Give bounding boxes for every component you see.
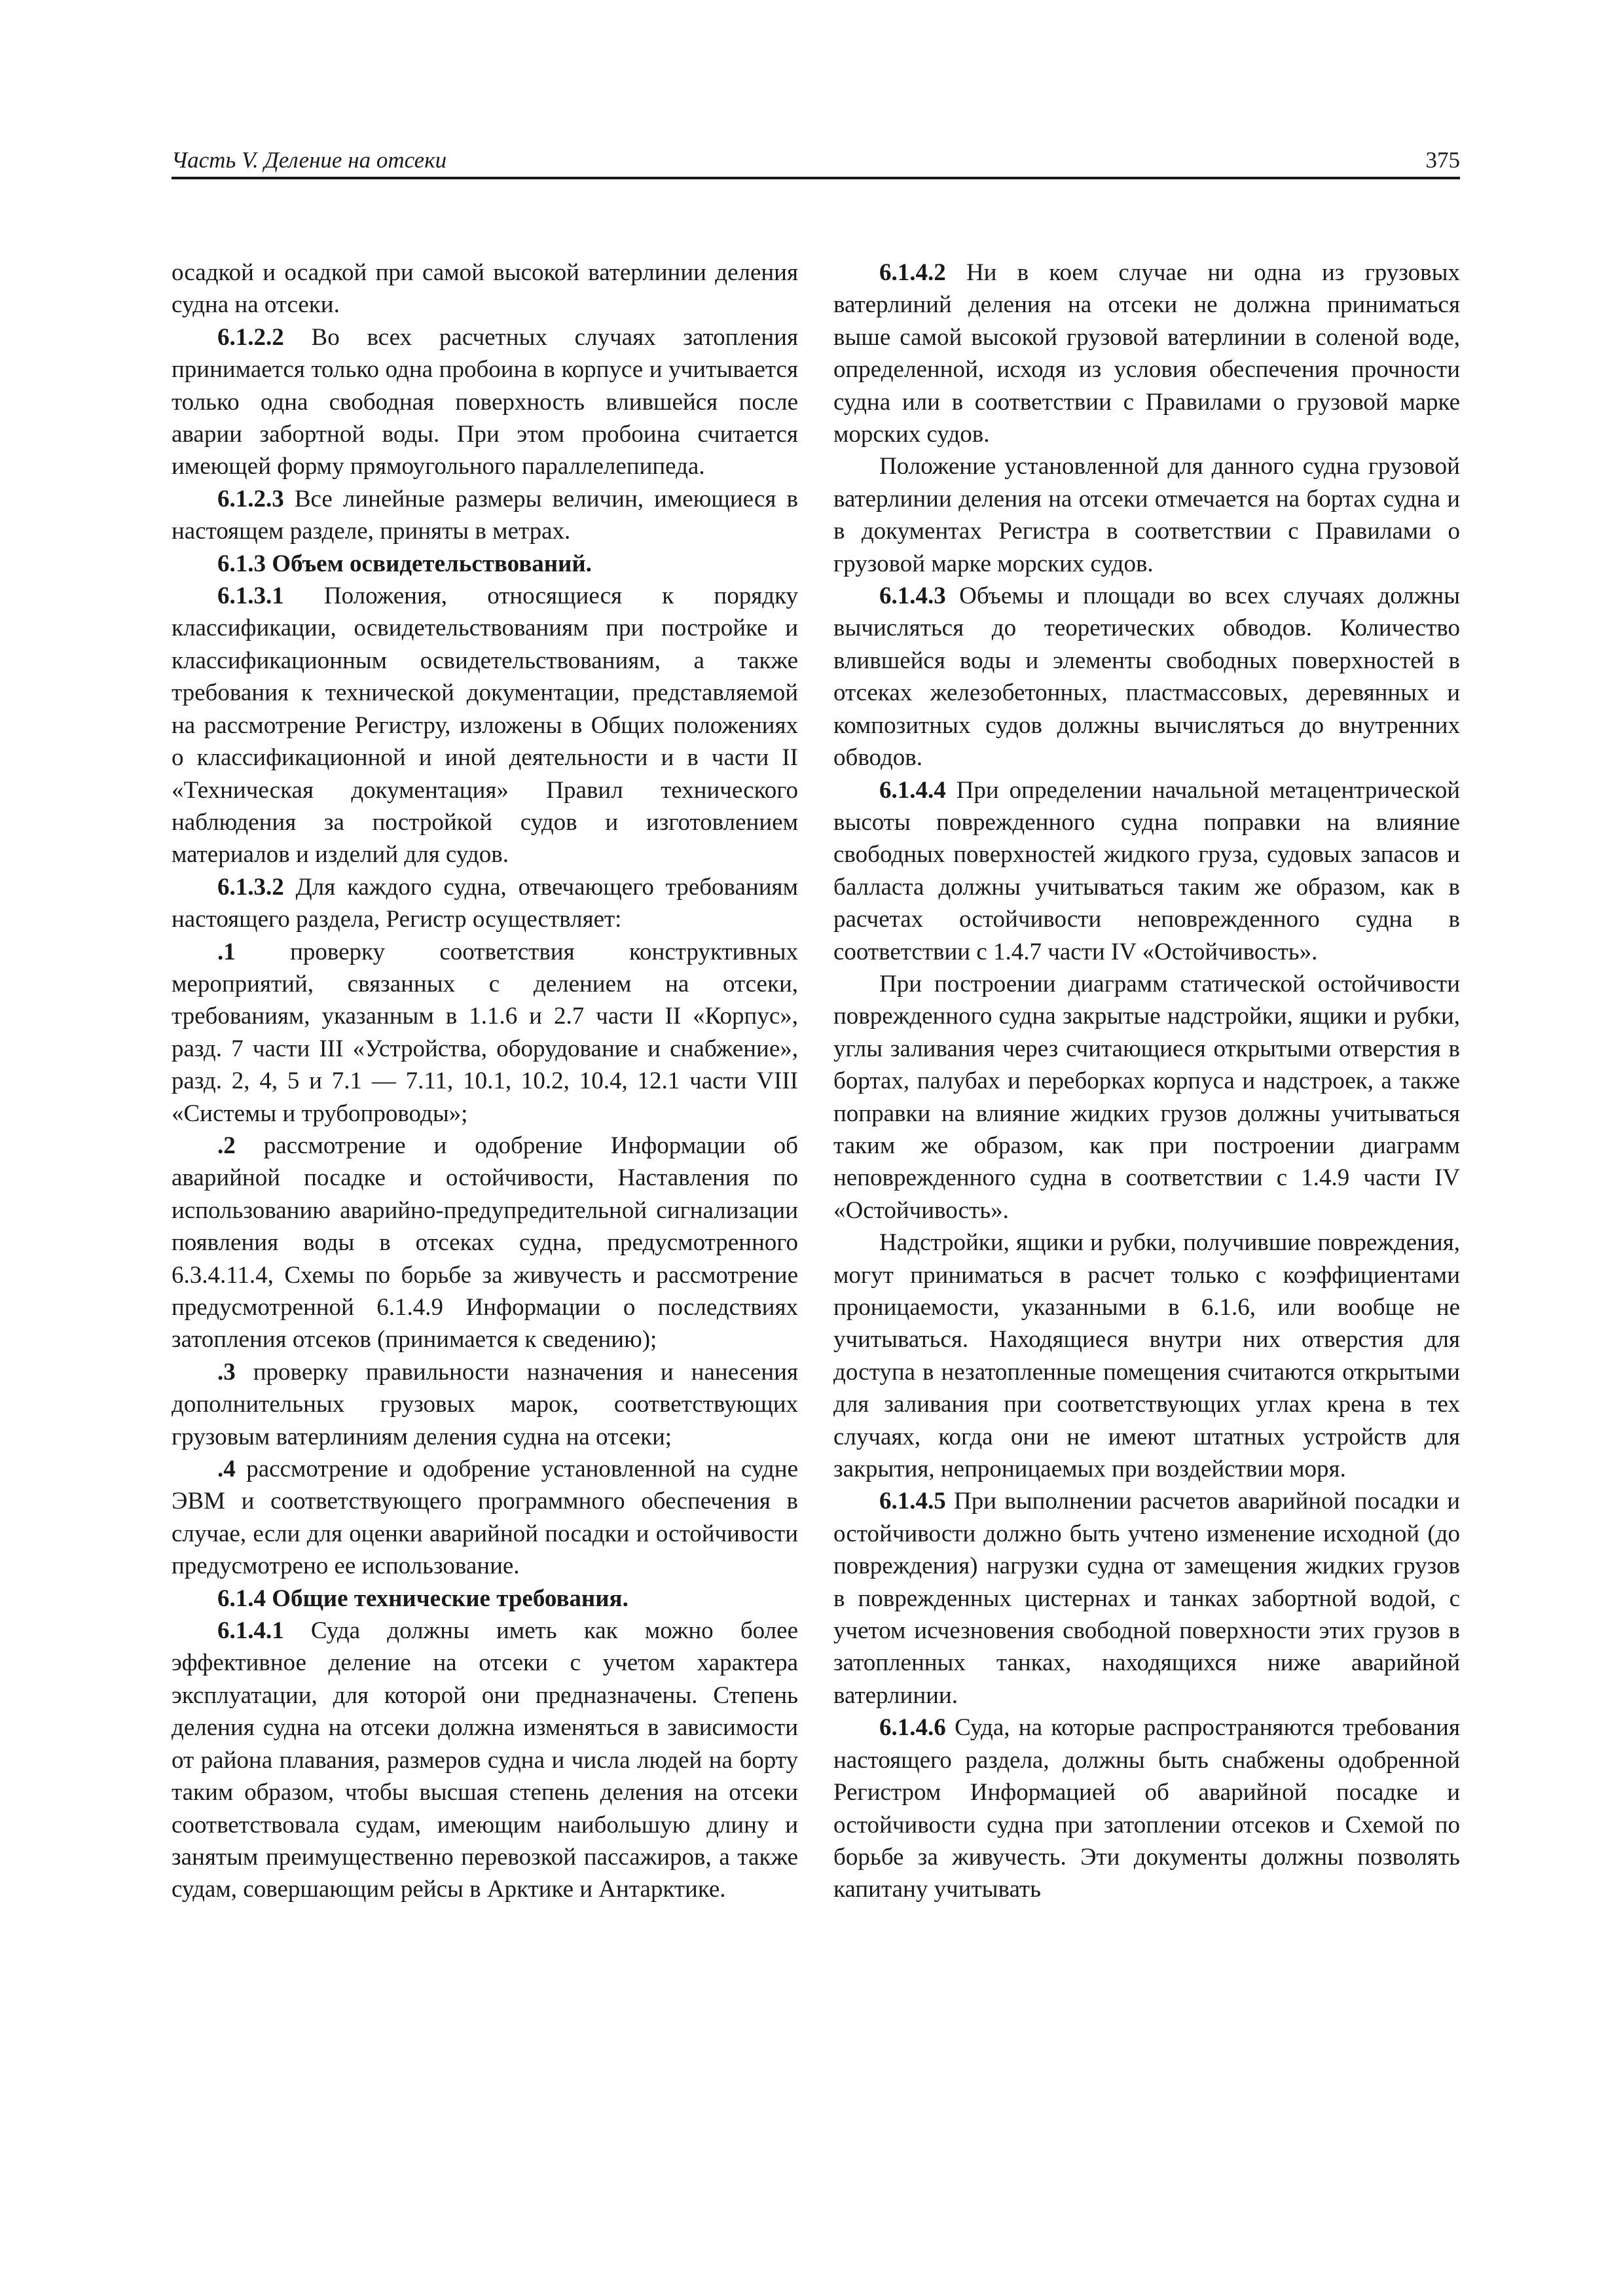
- paragraph-text: При выполнении расчетов аварийной посадки и остойчивости должно быть учтено изменение исходной (до повреждения) нагрузки судна от замещения жидких грузов в поврежденных цистернах и танках забортной водой, с учетом исчезновения свободной поверхности этих грузов в затопленных танках, находящихся ниже аварийной ватерлинии.: [833, 1488, 1460, 1709]
- section-title: Часть V. Деление на отсеки: [172, 147, 447, 173]
- paragraph-text: Суда должны иметь как можно более эффективное деление на отсеки с учетом характера эксплуатации, для которой они предназначены. Степень деления судна на отсеки должна изменяться в зависимости от района плавания, размеров судна и числа людей на борту таким образом, чтобы высшая степень деления на отсеки соответствовала судам, имеющим наибольшую длину и занятым преимущественно перевозкой пассажиров, а также судам, совершающим рейсы в Арктике и Антарктике.: [172, 1617, 798, 1903]
- clause-number: .1: [217, 938, 236, 965]
- paragraph-text: Во всех расчетных случаях затопления принимается только одна пробоина в корпусе и учитывается только одна свободная поверхность влившейся после аварии забортной воды. При этом пробоина считается имеющей форму прямоугольного параллелепипеда.: [172, 323, 798, 480]
- paragraph-text: Ни в коем случае ни одна из грузовых ватерлиний деления на отсеки не должна приниматься выше самой высокой грузовой ватерлинии в соленой воде, определенной, исходя из условия обеспечения прочности судна или в соответствии с Правилами о грузовой марке морских судов.: [833, 259, 1460, 448]
- paragraph: [833, 580, 1460, 774]
- paragraph-text: Для каждого судна, отвечающего требованиям настоящего раздела, Регистр осуществляет:: [172, 873, 798, 933]
- clause-number: 6.1.4.4: [879, 776, 946, 804]
- clause-number: .4: [217, 1456, 236, 1483]
- clause-number: 6.1.4 Общие технические требования.: [217, 1585, 629, 1612]
- paragraph-text: Суда, на которые распространяются требования настоящего раздела, должны быть снабжены одобренной Регистром Информацией об аварийной посадке и остойчивости судна при затоплении отсеков и Схемой по борьбе за живучесть. Эти документы должны позволять капитану учитывать: [833, 1714, 1460, 1903]
- clause-number: 6.1.4.3: [879, 583, 946, 610]
- paragraph: [833, 968, 1460, 1227]
- paragraph-text: При определении начальной метацентрической высоты поврежденного судна поправки на влияние свободных поверхностей жидкого груза, судовых запасов и балласта должны учитываться таким же образом, как в расчетах остойчивости неповрежденного судна в соответствии с 1.4.7 части IV «Остойчивость».: [833, 776, 1460, 965]
- paragraph: [833, 257, 1460, 450]
- clause-number: 6.1.2.2: [217, 323, 284, 351]
- paragraph-text: рассмотрение и одобрение Информации об аварийной посадке и остойчивости, Наставления по использованию аварийно-предупредительной сигнализации появления воды в отсеках судна, предусмотренного 6.3.4.11.4, Схемы по борьбе за живучесть и рассмотрение предусмотренной 6.1.4.9 Информации о последствиях затопления отсеков (принимается к сведению);: [172, 1132, 798, 1354]
- left-column: [172, 257, 798, 1906]
- clause-number: .2: [217, 1132, 236, 1159]
- paragraph: [172, 1453, 798, 1583]
- clause-number: 6.1.3 Объем освидетельствований.: [217, 550, 592, 577]
- clause-number: 6.1.2.3: [217, 485, 284, 512]
- clause-number: .3: [217, 1358, 236, 1386]
- paragraph: [172, 871, 798, 936]
- clause-number: 6.1.3.2: [217, 873, 284, 901]
- paragraph: [172, 580, 798, 871]
- clause-number: 6.1.4.2: [879, 259, 946, 286]
- clause-number: 6.1.4.5: [879, 1488, 946, 1515]
- paragraph-text: Надстройки, ящики и рубки, получившие повреждения, могут приниматься в расчет только с коэффициентами проницаемости, указанными в 6.1.6, или вообще не учитываться. Находящиеся внутри них отверстия для доступа в незатопленные помещения считаются открытыми для заливания при соответствующих углах крена в тех случаях, когда они не имеют штатных устройств для закрытия, непроницаемых при воздействии моря.: [833, 1229, 1460, 1483]
- paragraph: [833, 774, 1460, 968]
- paragraph: [172, 483, 798, 548]
- paragraph: [833, 1712, 1460, 1905]
- paragraph: [833, 1485, 1460, 1712]
- section-heading: [172, 548, 798, 580]
- paragraph-text: Все линейные размеры величин, имеющиеся в настоящем разделе, приняты в метрах.: [172, 485, 798, 545]
- paragraph: [833, 1227, 1460, 1485]
- paragraph-text: рассмотрение и одобрение установленной на судне ЭВМ и соответствующего программного обеспечения в случае, если для оценки аварийной посадки и остойчивости предусмотрено ее использование.: [172, 1456, 798, 1580]
- header-rule: [172, 177, 1460, 179]
- paragraph-text: При построении диаграмм статической остойчивости поврежденного судна закрытые надстройки, ящики и рубки, углы заливания через считающиеся открытыми отверстия в бортах, палубах и переборках корпуса и надстроек, а также поправки на влияние жидких грузов должны учитываться таким же образом, как при построении диаграмм неповрежденного судна в соответствии с 1.4.9 части IV «Остойчивость».: [833, 970, 1460, 1224]
- paragraph: [172, 1130, 798, 1356]
- paragraph-text: Положение установленной для данного судна грузовой ватерлинии деления на отсеки отмечается на бортах судна и в документах Регистра в соответствии с Правилами о грузовой марке морских судов.: [833, 453, 1460, 577]
- paragraph-text: осадкой и осадкой при самой высокой ватерлинии деления судна на отсеки.: [172, 259, 798, 319]
- paragraph: [172, 321, 798, 483]
- clause-number: 6.1.4.6: [879, 1714, 946, 1742]
- paragraph-text: проверку соответствия конструктивных мероприятий, связанных с делением на отсеки, требованиям, указанным в 1.1.6 и 2.7 части II «Корпус», разд. 7 части III «Устройства, оборудование и снабжение», разд. 2, 4, 5 и 7.1 — 7.11, 10.1, 10.2, 10.4, 12.1 части VIII «Системы и трубопроводы»;: [172, 938, 798, 1127]
- paragraph: [172, 936, 798, 1130]
- paragraph-text: проверку правильности назначения и нанесения дополнительных грузовых марок, соответствующих грузовым ватерлиниям деления судна на отсеки;: [172, 1358, 798, 1450]
- paragraph: [172, 1615, 798, 1906]
- paragraph-text: Положения, относящиеся к порядку классификации, освидетельствованиям при постройке и классификационным освидетельствованиям, а также требования к технической документации, представляемой на рассмотрение Регистру, изложены в Общих положениях о классификационной и иной деятельности и в части II «Техническая документация» Правил технического наблюдения за постройкой судов и изготовлением материалов и изделий для судов.: [172, 583, 798, 869]
- paragraph: [172, 1356, 798, 1453]
- clause-number: 6.1.4.1: [217, 1617, 284, 1645]
- paragraph: [833, 450, 1460, 580]
- paragraph-text: Объемы и площади во всех случаях должны вычисляться до теоретических обводов. Количество влившейся воды и элементы свободных поверхностей в отсеках железобетонных, пластмассовых, деревянных и композитных судов должны вычисляться до внутренних обводов.: [833, 583, 1460, 772]
- section-heading: [172, 1583, 798, 1615]
- right-column: [833, 257, 1460, 1906]
- clause-number: 6.1.3.1: [217, 583, 284, 610]
- paragraph: [172, 257, 798, 321]
- page-number: 375: [1425, 147, 1460, 173]
